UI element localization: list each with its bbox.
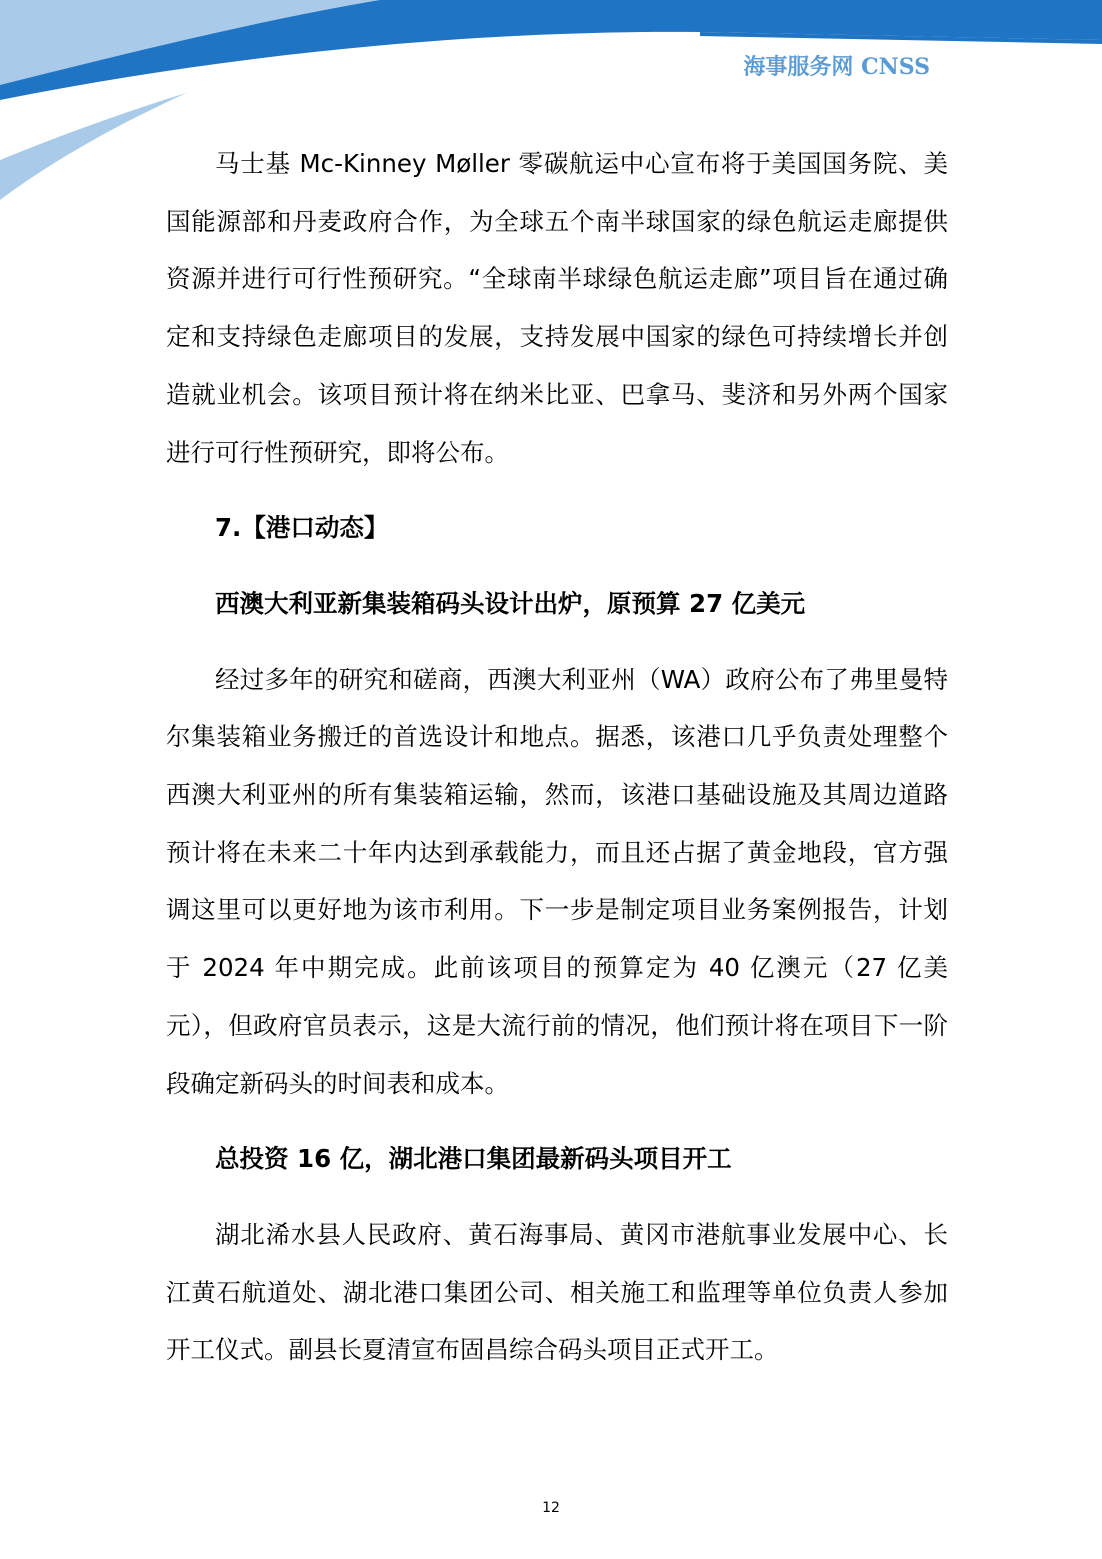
page-number: 12 <box>542 1500 560 1516</box>
paragraph-wa-container-terminal: 经过多年的研究和磋商，西澳大利亚州（WA）政府公布了弗里曼特尔集装箱业务搬迁的首选设计和地点。据悉，该港口几乎负责处理整个西澳大利亚州的所有集装箱运输，然而，该港口基础设施及其周边道路预计将在未来二十年内达到承载能力，而且还占据了黄金地段，官方强调这里可以更好地为该市利用。下一步是制定项目业务案例报告，计划于 2024 年中期完成。此前该项目的预算定为 40 亿澳元（27 亿美元），但政府官员表示，这是大流行前的情况，他们预计将在项目下一阶段确定新码头的时间表和成本。 <box>166 664 948 1098</box>
paragraph-maersk-green-corridor: 马士基 Mc-Kinney Møller 零碳航运中心宣布将于美国国务院、美国能源部和丹麦政府合作，为全球五个南半球国家的绿色航运走廊提供资源并进行可行性预研究。“全球南半球绿色航运走廊”项目旨在通过确定和支持绿色走廊项目的发展，支持发展中国家的绿色可持续增长并创造就业机会。该项目预计将在纳米比亚、巴拿马、斐济和另外两个国家进行可行性预研究，即将公布。 <box>166 149 948 467</box>
section-title-port-news: 7.【港口动态】 <box>215 513 389 543</box>
article-title-hubei-port-project: 总投资 16 亿，湖北港口集团最新码头项目开工 <box>215 1144 732 1174</box>
page-content <box>166 135 948 1379</box>
paragraph-hubei-port-project: 湖北浠水县人民政府、黄石海事局、黄冈市港航事业发展中心、长江黄石航道处、湖北港口集团公司、相关施工和监理等单位负责人参加开工仪式。副县长夏清宣布固昌综合码头项目正式开工。 <box>166 1219 948 1365</box>
article-title-wa-container-terminal: 西澳大利亚新集装箱码头设计出炉，原预算 27 亿美元 <box>215 588 806 618</box>
brand-logo-text: 海事服务网 CNSS <box>743 54 930 80</box>
